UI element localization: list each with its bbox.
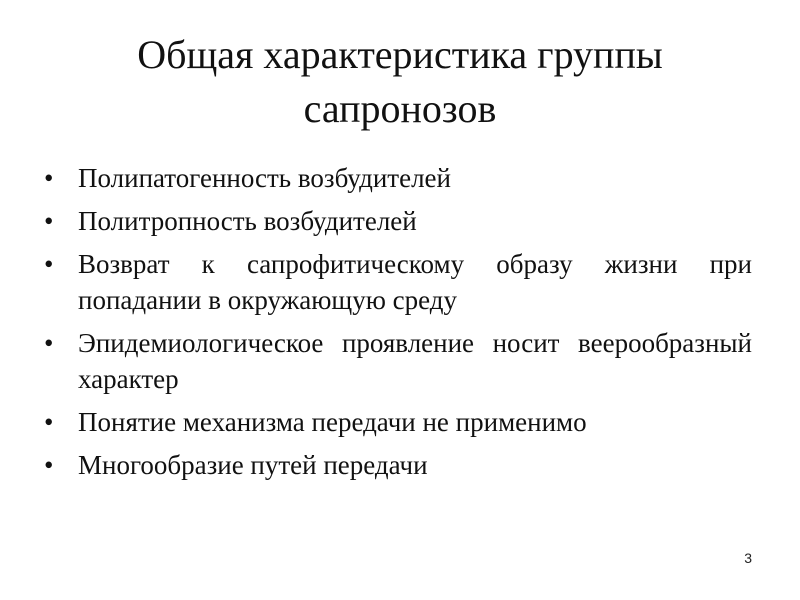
bullet-item xyxy=(40,325,752,397)
bullet-item xyxy=(40,404,752,440)
bullet-marker: • xyxy=(44,450,54,480)
bullet-item xyxy=(40,203,752,239)
bullet-text: Многообразие путей передачи xyxy=(78,450,428,480)
bullet-item xyxy=(40,447,752,483)
bullet-marker: • xyxy=(44,407,54,437)
bullet-text: Понятие механизма передачи не применимо xyxy=(78,407,587,437)
bullet-text: Возврат к сапрофитическому образу жизни при попадании в окружающую среду xyxy=(78,249,752,315)
bullet-item xyxy=(40,246,752,318)
bullet-marker: • xyxy=(44,328,54,358)
slide-page-number: 3 xyxy=(744,550,752,566)
bullet-marker: • xyxy=(44,163,54,193)
slide-title: Общая характеристика группы сапронозов xyxy=(137,32,663,131)
bullet-text: Полипатогенность возбудителей xyxy=(78,163,451,193)
bullet-list xyxy=(40,160,752,490)
bullet-marker: • xyxy=(44,249,54,279)
bullet-item xyxy=(40,160,752,196)
bullet-text: Политропность возбудителей xyxy=(78,206,417,236)
bullet-marker: • xyxy=(44,206,54,236)
bullet-text: Эпидемиологическое проявление носит веерообразный характер xyxy=(78,328,752,394)
